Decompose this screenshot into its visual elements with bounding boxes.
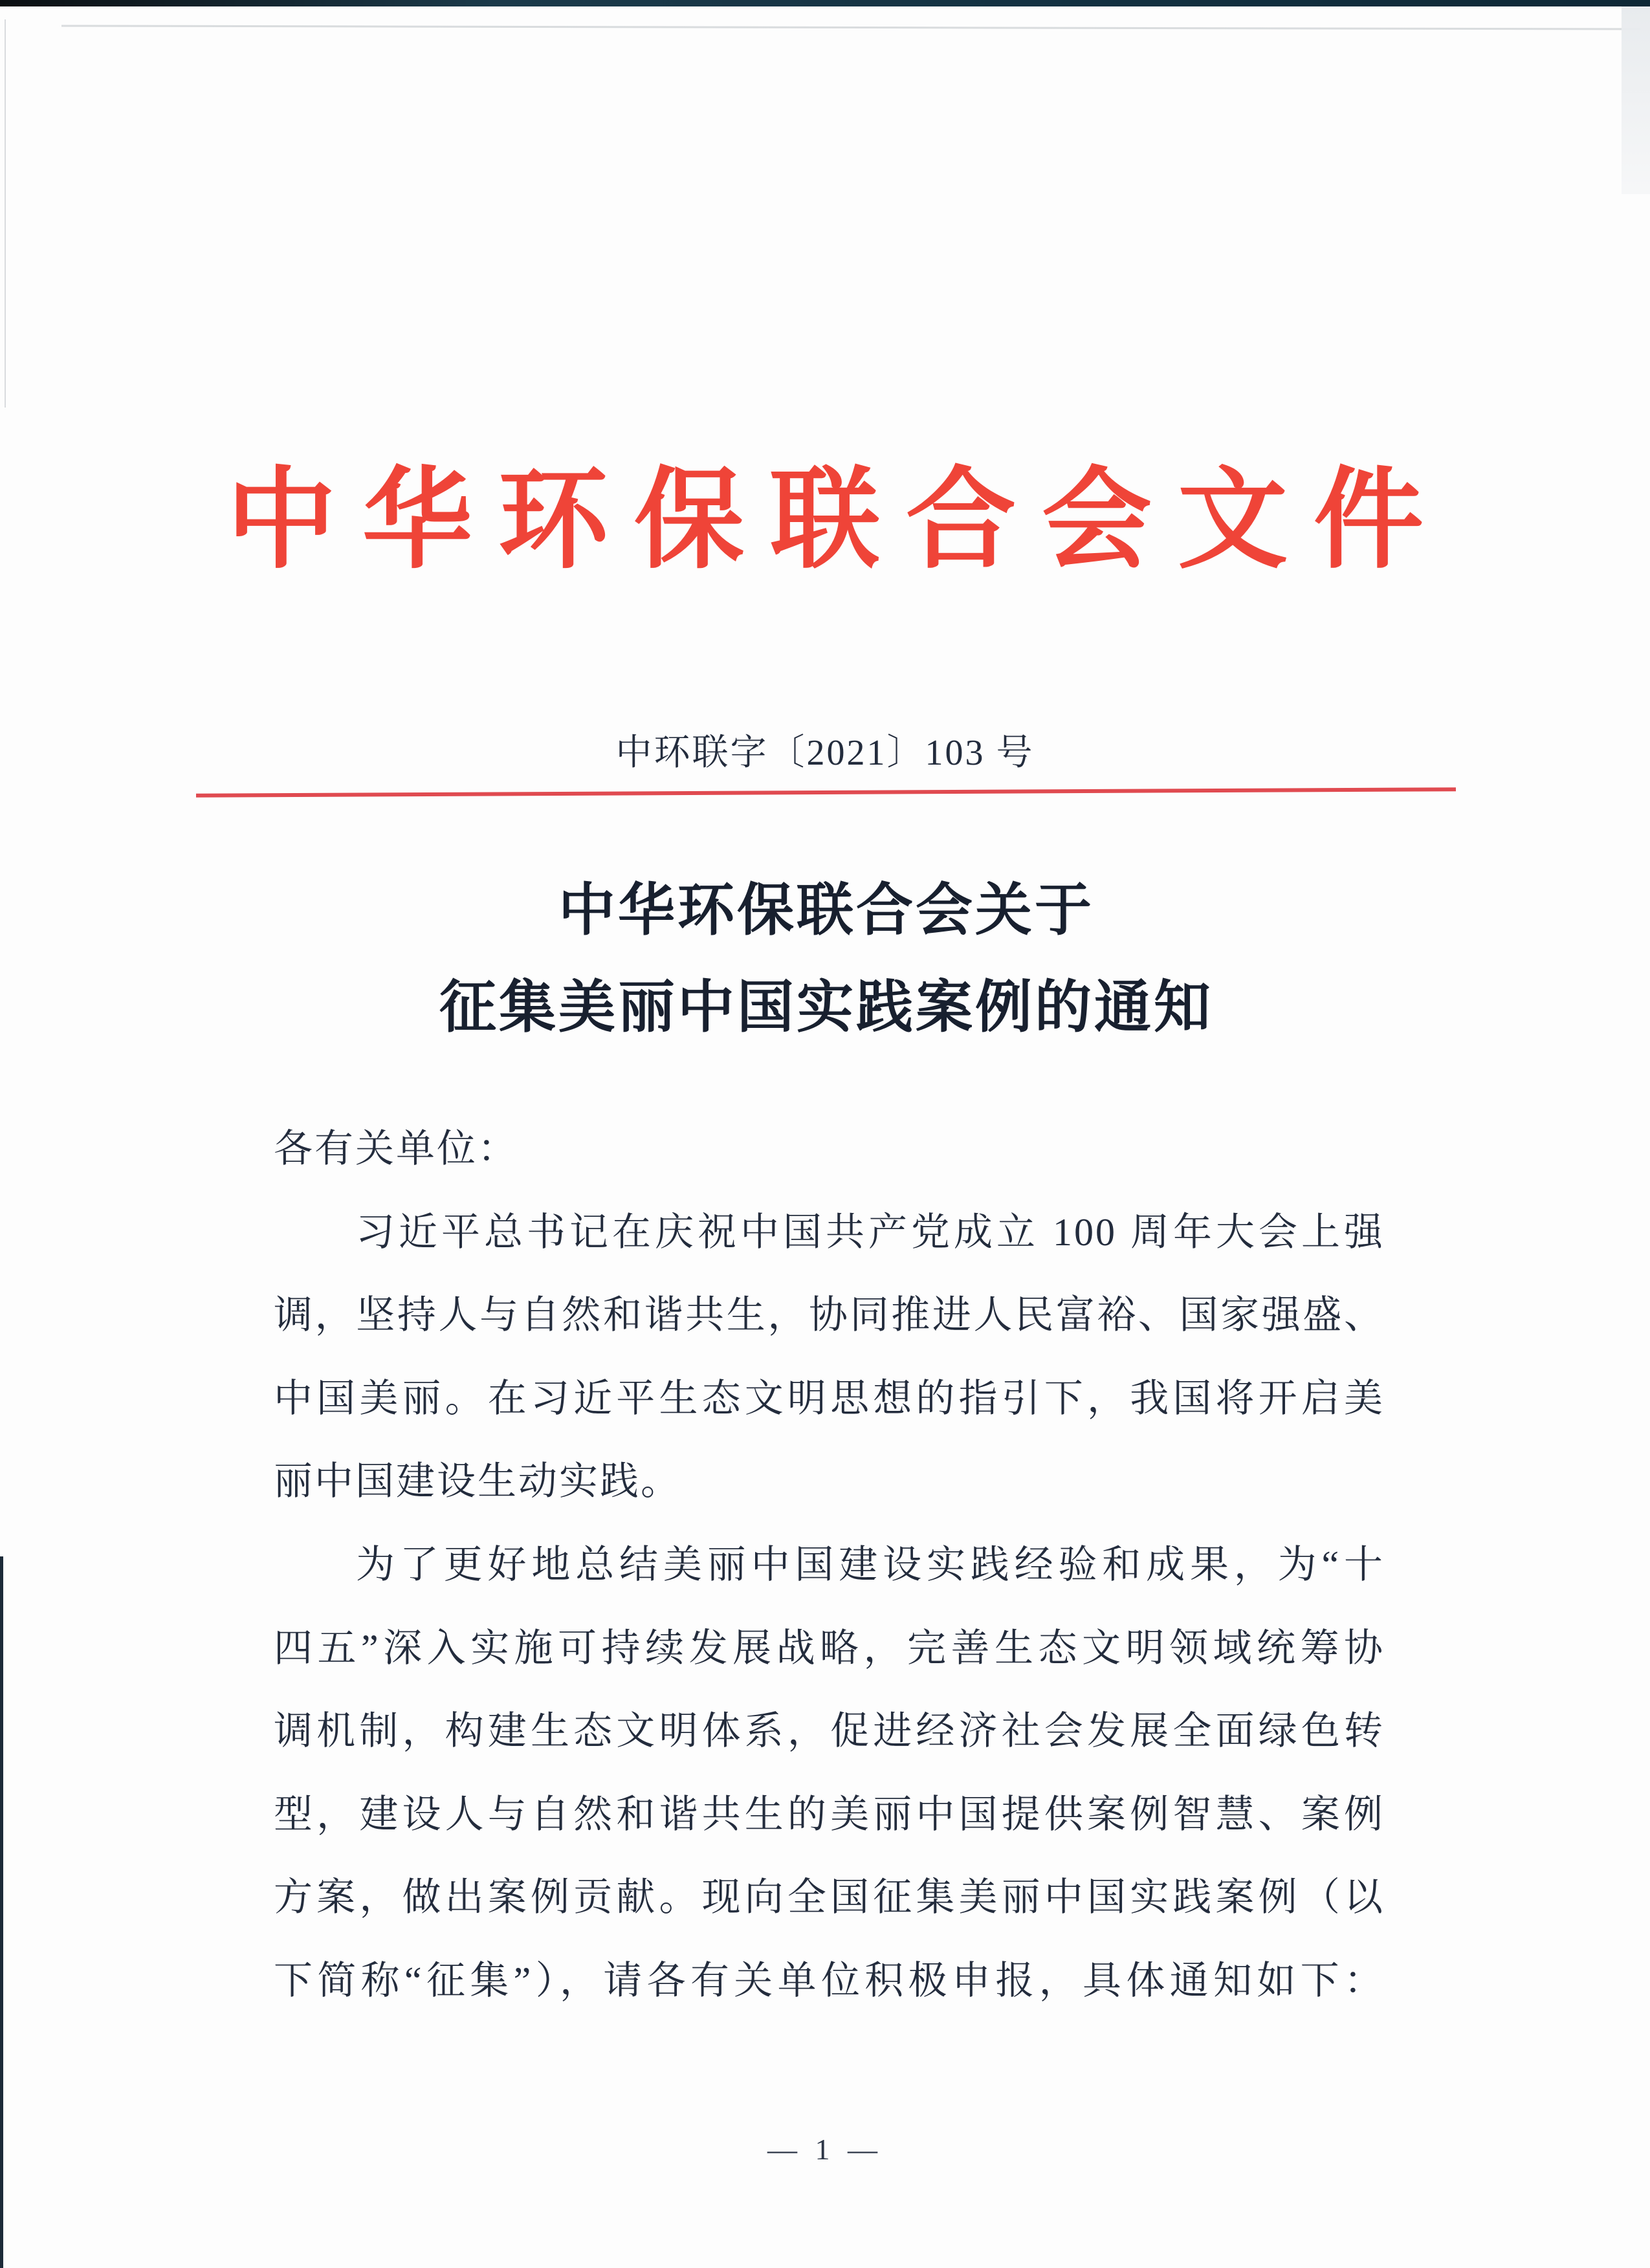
scan-page-edge-line [61,25,1640,30]
red-divider-rule [196,787,1456,798]
body-line: 中国美丽。在习近平生态文明思想的指引下，我国将开启美 [274,1377,1385,1420]
scan-top-edge-artifact [0,0,1650,6]
body-line: 下简称“征集”），请各有关单位积极申报，具体通知如下： [274,1959,1385,2002]
body-line: 调机制，构建生态文明体系，促进经济社会发展全面绿色转 [274,1710,1385,1753]
page-number: — 1 — [767,2133,883,2166]
notice-title-line1: 中华环保联合会关于 [558,880,1094,943]
notice-title-line2: 征集美丽中国实践案例的通知 [439,977,1213,1040]
body-line: 调，坚持人与自然和谐共生，协同推进人民富裕、国家强盛、 [274,1294,1385,1337]
body-line: 为了更好地总结美丽中国建设实践经验和成果，为“十 [356,1543,1385,1586]
body-line: 方案，做出案例贡献。现向全国征集美丽中国实践案例（以 [274,1876,1385,1919]
body-line: 四五”深入实施可持续发展战略，完善生态文明领域统筹协 [274,1626,1385,1670]
document-body [274,1107,1385,2023]
scan-right-edge-shadow [1622,6,1650,194]
salutation: 各有关单位： [274,1128,518,1170]
body-line: 丽中国建设生动实践。 [274,1460,681,1503]
body-line: 习近平总书记在庆祝中国共产党成立 100 周年大会上强 [356,1210,1385,1254]
letterhead-org-title: 中华环保联合会文件 [226,460,1449,582]
notice-title [0,863,1650,1057]
body-line: 型，建设人与自然和谐共生的美丽中国提供案例智慧、案例 [274,1793,1385,1836]
scan-left-edge-faint-line [5,19,6,408]
document-number: 中环联字〔2021〕103 号 [615,733,1035,773]
